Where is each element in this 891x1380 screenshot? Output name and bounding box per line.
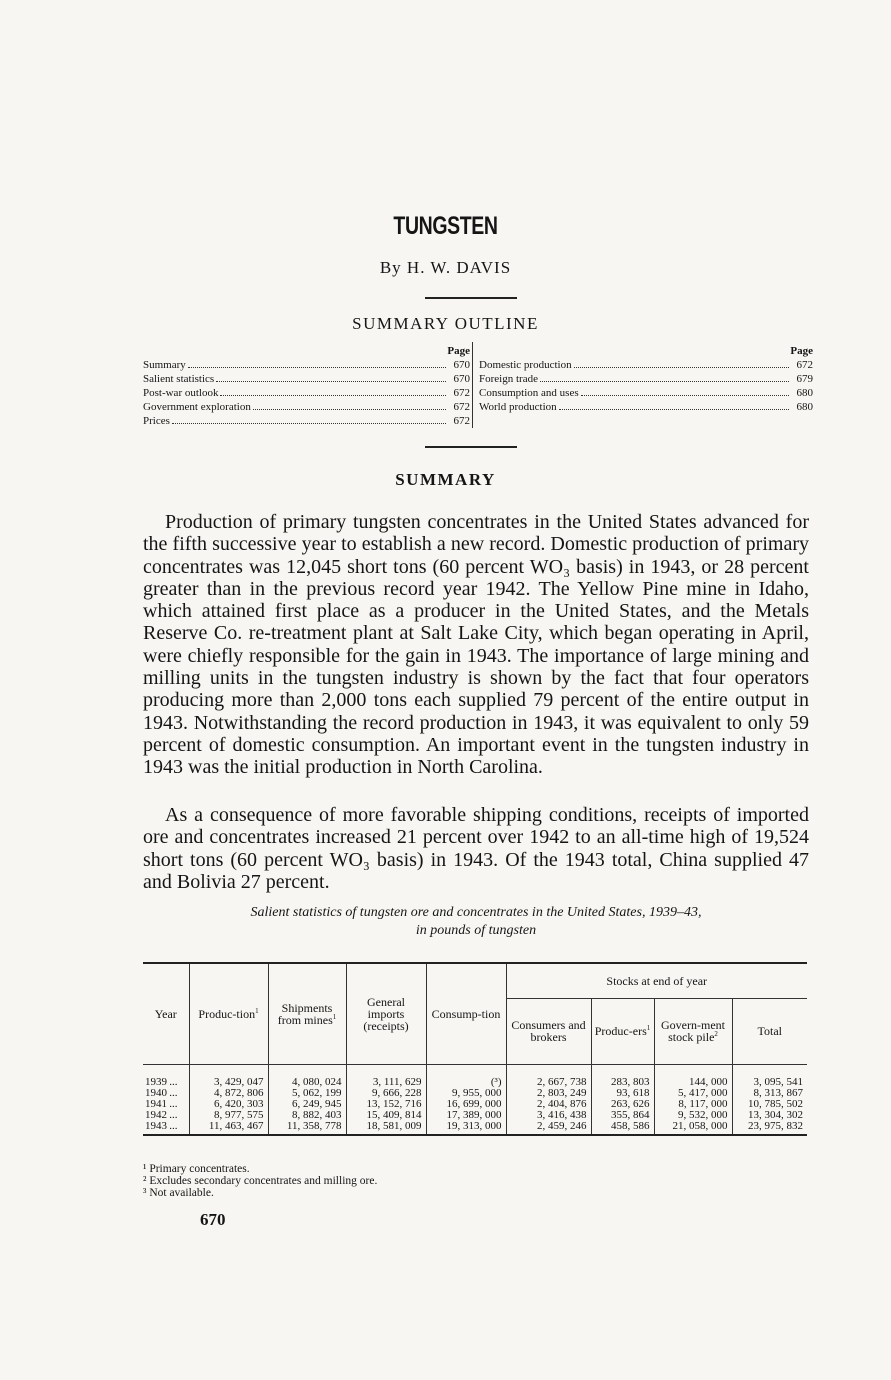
cell-shipments: 6, 249, 945 (268, 1099, 346, 1110)
cell-year: 1943 ... (143, 1121, 189, 1135)
cell-government: 8, 117, 000 (654, 1099, 732, 1110)
col-header-consumption: Consump-tion (426, 963, 506, 1064)
cell-total: 23, 975, 832 (732, 1121, 807, 1135)
title-rule (425, 297, 517, 299)
cell-total: 8, 313, 867 (753, 1086, 803, 1099)
cell-total: 3, 095, 541 (753, 1075, 803, 1088)
outline-entry-page: 672 (796, 359, 813, 371)
outline-entry-label: Summary (143, 359, 186, 371)
outline-entry (143, 414, 470, 428)
outline-entry-label: Post-war outlook (143, 387, 219, 399)
cell-total: 10, 785, 502 (748, 1097, 803, 1110)
page-title: TUNGSTEN (393, 212, 498, 240)
outline-entry-page: 672 (453, 401, 470, 413)
cell-shipments: 11, 358, 778 (268, 1121, 346, 1135)
cell-imports: 13, 152, 716 (346, 1099, 426, 1110)
cell-year: 1941 ... (143, 1099, 189, 1110)
cell-shipments: 5, 062, 199 (268, 1088, 346, 1099)
summary-paragraph-2: As a consequence of more favorable shipping conditions, receipts of imported ore and concentrates increased 21 percent over 1942 to an all-time high of 19,524 short tons (60 percent WO₃ basis) in 1943. Of the 1943 total, China supplied 47 and Bolivia 27 percent. (143, 804, 809, 893)
cell-year: 1942 ... (143, 1110, 189, 1121)
page-column-label: Page (447, 345, 470, 357)
col-header-stocks-group: Stocks at end of year (506, 963, 807, 998)
col-header-total: Total (732, 998, 807, 1064)
outline-entry-page: 679 (796, 373, 813, 385)
author-byline: By H. W. DAVIS (379, 258, 512, 277)
outline-entry-page: 672 (453, 387, 470, 399)
footnotes (143, 1163, 377, 1199)
outline-entry-label: Domestic production (479, 359, 572, 371)
cell-production: 8, 977, 575 (189, 1110, 268, 1121)
cell-producers: 93, 618 (591, 1088, 654, 1099)
cell-producers: 263, 626 (591, 1099, 654, 1110)
dot-leader (559, 400, 789, 410)
outline-entry-label: Prices (143, 415, 170, 427)
cell-consumption: 9, 955, 000 (426, 1088, 506, 1099)
cell-producers: 458, 586 (591, 1121, 654, 1135)
outline-entry-page: 672 (453, 415, 470, 427)
outline-entry-label: Consumption and uses (479, 387, 579, 399)
outline-heading: SUMMARY OUTLINE (352, 314, 539, 333)
page-number: 670 (200, 1210, 226, 1229)
cell-year: 1940 ... (143, 1088, 189, 1099)
outline-rule (425, 446, 517, 448)
outline-entry (143, 358, 470, 372)
cell-imports: 18, 581, 009 (346, 1121, 426, 1135)
dot-leader (574, 358, 789, 368)
table-caption (143, 904, 809, 940)
cell-production: 6, 420, 303 (189, 1099, 268, 1110)
dot-leader (188, 358, 446, 368)
table-caption-line-1: Salient statistics of tungsten ore and concentrates in the United States, 1939–43, (250, 905, 702, 920)
cell-consumers: 2, 404, 876 (506, 1099, 591, 1110)
outline-entry (479, 372, 813, 386)
outline-entry (143, 386, 470, 400)
cell-government: 5, 417, 000 (654, 1088, 732, 1099)
outline-entry-label: Government exploration (143, 401, 251, 413)
col-header-consumers: Consumers and brokers (506, 998, 591, 1064)
dot-leader (216, 372, 446, 382)
dot-leader (581, 386, 789, 396)
cell-production: 3, 429, 047 (189, 1064, 268, 1088)
summary-paragraph-1: Production of primary tungsten concentrates in the United States advanced for the fifth successive year to establish a new record. Domestic production of primary concentrates was 12,045 short tons (60 percent WO₃ basis) in 1943, or 28 percent greater than in the previous record year 1942. The Yellow Pine mine in Idaho, which attained first place as a producer in the United States, and the Metals Reserve Co. re-treatment plant at Salt Lake City, which began operating in April, were chiefly responsible for the gain in 1943. The importance of large mining and milling units in the tungsten industry is shown by the fact that four operators producing more than 2,000 tons each supplied 79 percent of the entire output in 1943. Notwithstanding the record production in 1943, it was equivalent to only 59 percent of domestic consumption. An important event in the tungsten industry in 1943 was the initial production in North Carolina. (143, 511, 809, 779)
cell-consumers: 2, 459, 246 (506, 1121, 591, 1135)
table-row (143, 1088, 807, 1099)
outline-entry (479, 386, 813, 400)
cell-imports: 3, 111, 629 (346, 1064, 426, 1088)
outline-entry-page: 670 (453, 373, 470, 385)
outline-entry-page: 680 (796, 401, 813, 413)
cell-consumers: 2, 667, 738 (506, 1064, 591, 1088)
cell-consumption: (³) (426, 1064, 506, 1088)
cell-consumption: 17, 389, 000 (426, 1110, 506, 1121)
cell-government: 144, 000 (654, 1064, 732, 1088)
col-header-shipments: Shipments from mines$^1$ (268, 963, 346, 1064)
outline-entry-page: 670 (453, 359, 470, 371)
footnote: ³ Not available. (143, 1187, 214, 1199)
outline-entry (479, 358, 813, 372)
summary-heading: SUMMARY (395, 470, 496, 489)
table-row (143, 1099, 807, 1110)
dot-leader (253, 400, 446, 410)
cell-consumption: 16, 699, 000 (426, 1099, 506, 1110)
table-row (143, 1064, 807, 1088)
cell-imports: 15, 409, 814 (346, 1110, 426, 1121)
table-row (143, 1110, 807, 1121)
footnote: ¹ Primary concentrates. (143, 1163, 250, 1175)
outline-entry (143, 400, 470, 414)
outline-right-column (479, 344, 813, 414)
table-row (143, 1121, 807, 1135)
outline-divider (472, 342, 473, 428)
dot-leader (540, 372, 789, 382)
outline-entry-label: World production (479, 401, 557, 413)
page-column-label: Page (790, 345, 813, 357)
cell-total: 13, 304, 302 (748, 1108, 803, 1121)
cell-producers: 355, 864 (591, 1110, 654, 1121)
cell-production: 11, 463, 467 (189, 1121, 268, 1135)
salient-statistics-table (143, 962, 807, 1136)
cell-shipments: 8, 882, 403 (268, 1110, 346, 1121)
dot-leader (172, 414, 446, 424)
outline-entry-label: Foreign trade (479, 373, 538, 385)
col-header-year: Year (143, 963, 189, 1064)
table-caption-line-2: in pounds of tungsten (415, 923, 537, 938)
cell-shipments: 4, 080, 024 (268, 1064, 346, 1088)
col-header-government: Govern-ment stock pile$^2$ (654, 998, 732, 1064)
cell-government: 21, 058, 000 (654, 1121, 732, 1135)
cell-consumers: 3, 416, 438 (506, 1110, 591, 1121)
footnote: ² Excludes secondary concentrates and milling ore. (143, 1175, 378, 1187)
dot-leader (220, 386, 446, 396)
cell-consumers: 2, 803, 249 (506, 1088, 591, 1099)
cell-producers: 283, 803 (591, 1064, 654, 1088)
outline-entry (479, 400, 813, 414)
cell-imports: 9, 666, 228 (346, 1088, 426, 1099)
outline-entry-page: 680 (796, 387, 813, 399)
col-header-imports: General imports (receipts) (346, 963, 426, 1064)
cell-production: 4, 872, 806 (189, 1088, 268, 1099)
outline-left-column (143, 344, 470, 428)
cell-consumption: 19, 313, 000 (426, 1121, 506, 1135)
col-header-production: Produc-tion$^1$ (189, 963, 268, 1064)
col-header-producers: Produc-ers$^1$ (591, 998, 654, 1064)
cell-government: 9, 532, 000 (654, 1110, 732, 1121)
outline-entry (143, 372, 470, 386)
outline-entry-label: Salient statistics (143, 373, 215, 385)
cell-year: 1939 ... (143, 1064, 189, 1088)
